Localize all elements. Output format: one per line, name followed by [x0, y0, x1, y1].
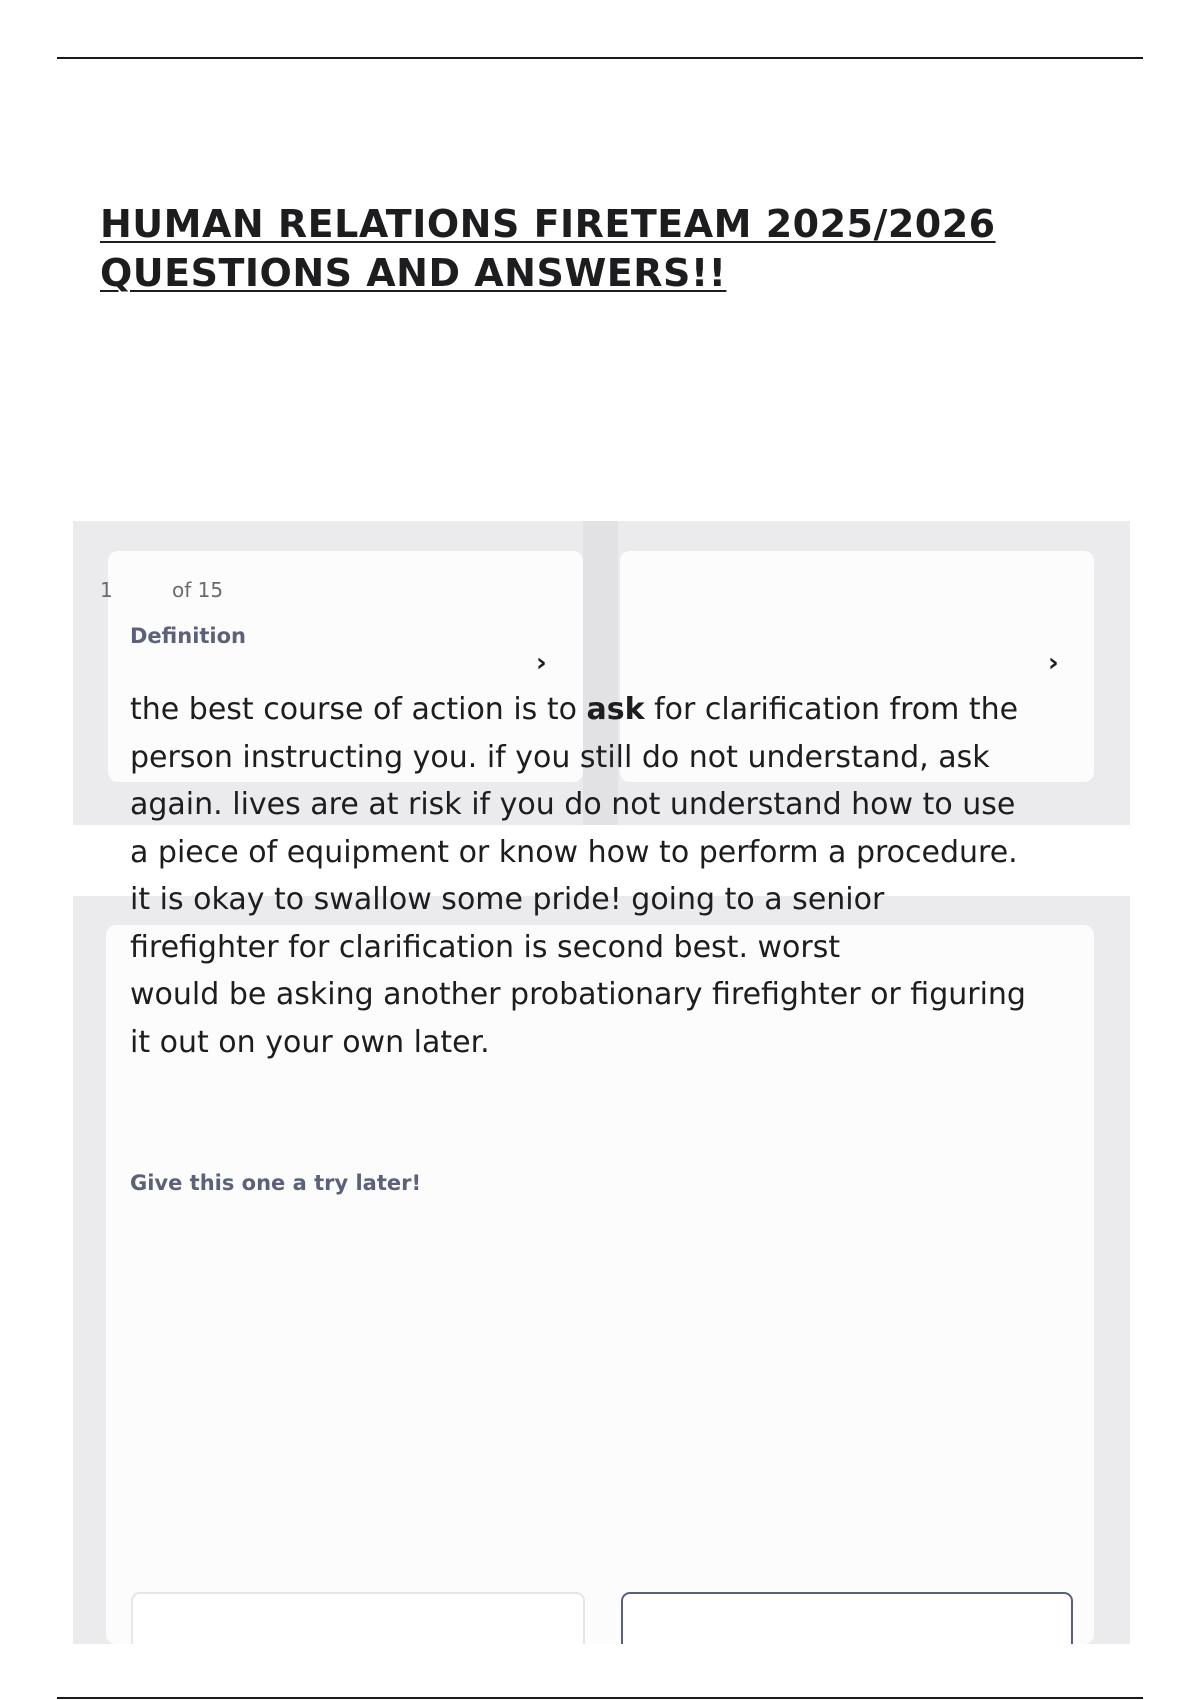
card-counter-total: of 15: [172, 578, 224, 602]
try-later-label: Give this one a try later!: [130, 1171, 422, 1195]
top-rule: [57, 57, 1143, 59]
title-line-2: QUESTIONS AND ANSWERS!!: [100, 251, 727, 295]
definition-line: person instructing you. if you still do not understand, ask: [130, 739, 990, 775]
definition-line: it is okay to swallow some pride! going to a senior: [130, 882, 885, 917]
page-bottom-margin: [60, 1644, 1140, 1694]
chevron-right-icon[interactable]: ›: [1048, 648, 1059, 678]
definition-line: would be asking another probationary firefighter or figuring: [130, 977, 1026, 1012]
definition-line: it out on your own later.: [130, 1024, 490, 1060]
bottom-rule: [57, 1697, 1143, 1699]
definition-text: [130, 686, 1090, 1066]
card-counter-current: 1: [100, 578, 113, 602]
title-line-1: HUMAN RELATIONS FIRETEAM 2025/2026: [100, 202, 996, 246]
definition-label: Definition: [130, 624, 247, 648]
chevron-right-icon[interactable]: ›: [536, 648, 547, 678]
definition-line: a piece of equipment or know how to perform a procedure.: [130, 834, 1018, 870]
document-title: [100, 200, 1100, 298]
definition-line: again. lives are at risk if you do not understand how to use: [130, 787, 1016, 822]
definition-line: the best course of action is to ask for clarification from the: [130, 692, 1019, 727]
definition-line: firefighter for clarification is second best. worst: [130, 929, 841, 965]
